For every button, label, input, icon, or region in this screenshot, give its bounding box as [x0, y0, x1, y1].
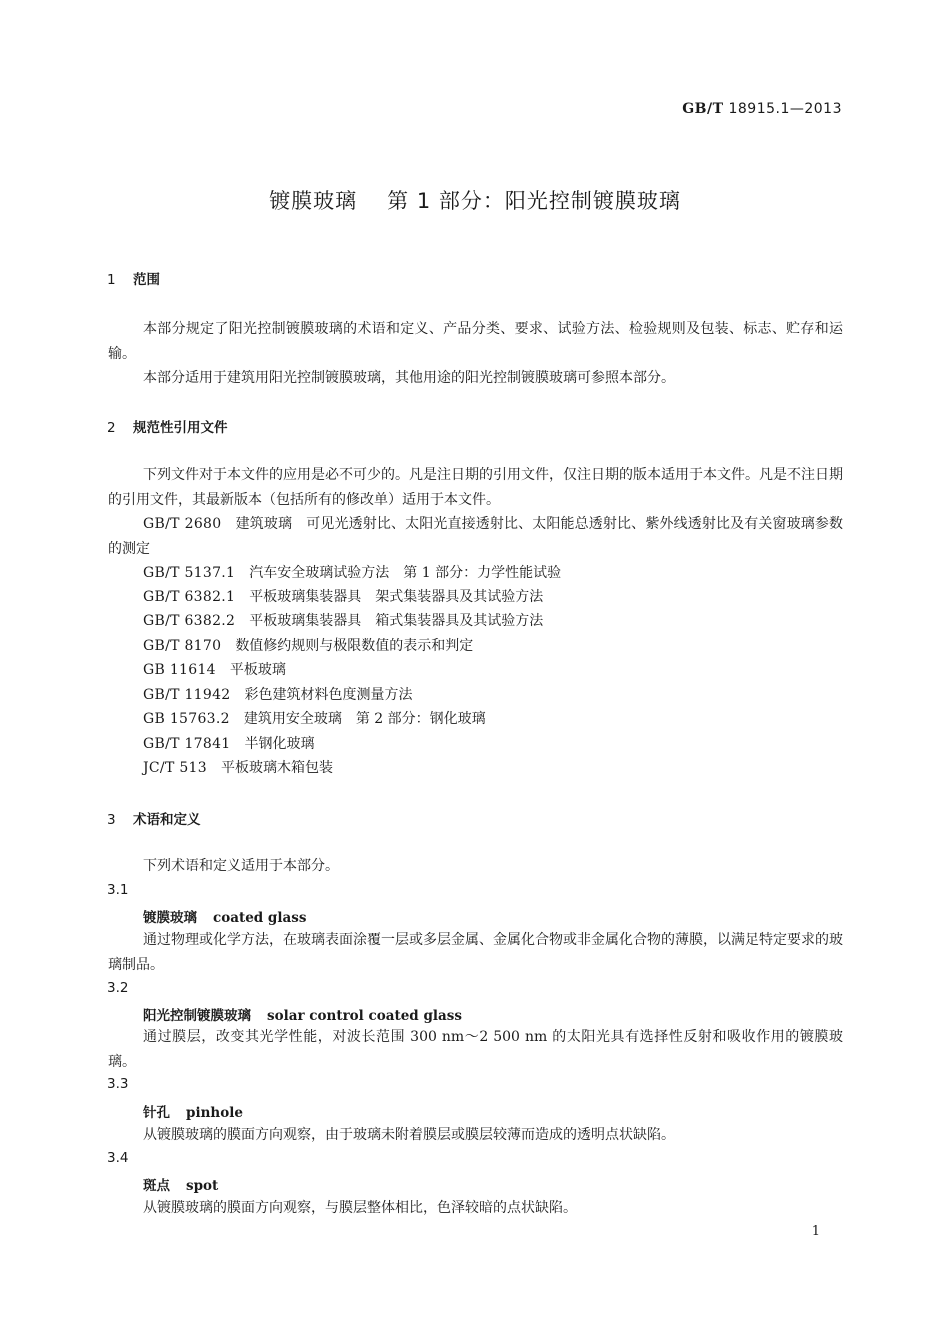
reference-code: GB/T 11942 — [143, 687, 231, 703]
reference-item — [143, 732, 315, 757]
reference-title: 建筑用安全玻璃 第 2 部分：钢化玻璃 — [243, 711, 486, 727]
section-title: 术语和定义 — [133, 812, 201, 828]
standard-code — [682, 101, 842, 117]
reference-code: GB 11614 — [143, 662, 216, 678]
term-zh: 镀膜玻璃 — [143, 910, 197, 926]
term-number: 3.1 — [107, 882, 129, 898]
term-heading — [143, 1101, 243, 1121]
term-definition: 通过膜层，改变其光学性能，对波长范围 300 nm～2 500 nm 的太阳光具有选择性反射和吸收作用的镀膜玻璃。 — [108, 1029, 843, 1070]
section-heading-scope — [107, 268, 160, 288]
term-number: 3.3 — [107, 1076, 129, 1092]
section-number: 2 — [107, 420, 116, 436]
reference-item — [143, 634, 473, 659]
term-en: spot — [186, 1178, 219, 1194]
term-en: coated glass — [213, 910, 307, 926]
term-number: 3.4 — [107, 1150, 129, 1166]
term-definition: 从镀膜玻璃的膜面方向观察，与膜层整体相比，色泽较暗的点状缺陷。 — [143, 1200, 577, 1216]
reference-code: GB/T 2680 — [143, 516, 222, 532]
term-zh: 斑点 — [143, 1178, 170, 1194]
term-heading — [143, 1004, 462, 1024]
term-number: 3.2 — [107, 980, 129, 996]
scope-paragraph-1: 本部分规定了阳光控制镀膜玻璃的术语和定义、产品分类、要求、试验方法、检验规则及包装、标志、贮存和运输。 — [108, 321, 843, 362]
reference-item — [143, 683, 413, 708]
reference-item — [143, 585, 543, 610]
reference-code: GB/T 6382.2 — [143, 613, 236, 629]
reference-title: 平板玻璃集装器具 箱式集装器具及其试验方法 — [249, 613, 544, 629]
reference-item — [143, 756, 333, 781]
term-en: solar control coated glass — [267, 1008, 462, 1024]
reference-title: 平板玻璃木箱包装 — [220, 760, 333, 776]
term-en: pinhole — [186, 1105, 243, 1121]
reference-code: JC/T 513 — [143, 760, 207, 776]
document-title — [0, 185, 950, 215]
references-intro: 下列文件对于本文件的应用是必不可少的。凡是注日期的引用文件，仅注日期的版本适用于本文件。凡是不注日期的引用文件，其最新版本（包括所有的修改单）适用于本文件。 — [108, 467, 843, 508]
section-heading-terms-definitions — [107, 808, 201, 828]
terms-intro: 下列术语和定义适用于本部分。 — [143, 858, 339, 874]
section-number: 1 — [107, 272, 116, 288]
reference-code: GB/T 17841 — [143, 736, 231, 752]
title-part2: 第 1 部分：阳光控制镀膜玻璃 — [387, 189, 681, 213]
section-number: 3 — [107, 812, 116, 828]
reference-title: 彩色建筑材料色度测量方法 — [244, 687, 413, 703]
reference-item — [143, 561, 561, 586]
reference-title: 建筑玻璃 可见光透射比、太阳光直接透射比、太阳能总透射比、紫外线透射比及有关窗玻璃参数的测定 — [108, 516, 843, 557]
reference-item — [143, 658, 286, 683]
reference-item — [143, 609, 543, 634]
reference-title: 平板玻璃集装器具 架式集装器具及其试验方法 — [249, 589, 544, 605]
term-zh: 针孔 — [143, 1105, 170, 1121]
reference-code: GB 15763.2 — [143, 711, 230, 727]
reference-code: GB/T 6382.1 — [143, 589, 236, 605]
term-heading — [143, 906, 306, 926]
term-definition: 通过物理或化学方法，在玻璃表面涂覆一层或多层金属、金属化合物或非金属化合物的薄膜，以满足特定要求的玻璃制品。 — [108, 932, 843, 973]
standard-prefix: GB/T — [682, 101, 724, 117]
scope-paragraph-2: 本部分适用于建筑用阳光控制镀膜玻璃，其他用途的阳光控制镀膜玻璃可参照本部分。 — [143, 370, 675, 386]
section-heading-normative-references — [107, 416, 228, 436]
reference-item — [143, 707, 486, 732]
term-heading — [143, 1174, 218, 1194]
title-part1: 镀膜玻璃 — [269, 189, 358, 213]
reference-title: 数值修约规则与极限数值的表示和判定 — [235, 638, 474, 654]
reference-title: 平板玻璃 — [229, 662, 286, 678]
reference-title: 汽车安全玻璃试验方法 第 1 部分：力学性能试验 — [249, 565, 562, 581]
page-number: 1 — [811, 1224, 820, 1239]
reference-code: GB/T 8170 — [143, 638, 222, 654]
section-title: 范围 — [133, 272, 160, 288]
standard-number: 18915.1—2013 — [728, 101, 842, 117]
reference-title: 半钢化玻璃 — [244, 736, 315, 752]
reference-item — [108, 512, 843, 561]
term-zh: 阳光控制镀膜玻璃 — [143, 1008, 251, 1024]
reference-code: GB/T 5137.1 — [143, 565, 236, 581]
section-title: 规范性引用文件 — [133, 420, 228, 436]
term-definition: 从镀膜玻璃的膜面方向观察，由于玻璃未附着膜层或膜层较薄而造成的透明点状缺陷。 — [143, 1127, 675, 1143]
